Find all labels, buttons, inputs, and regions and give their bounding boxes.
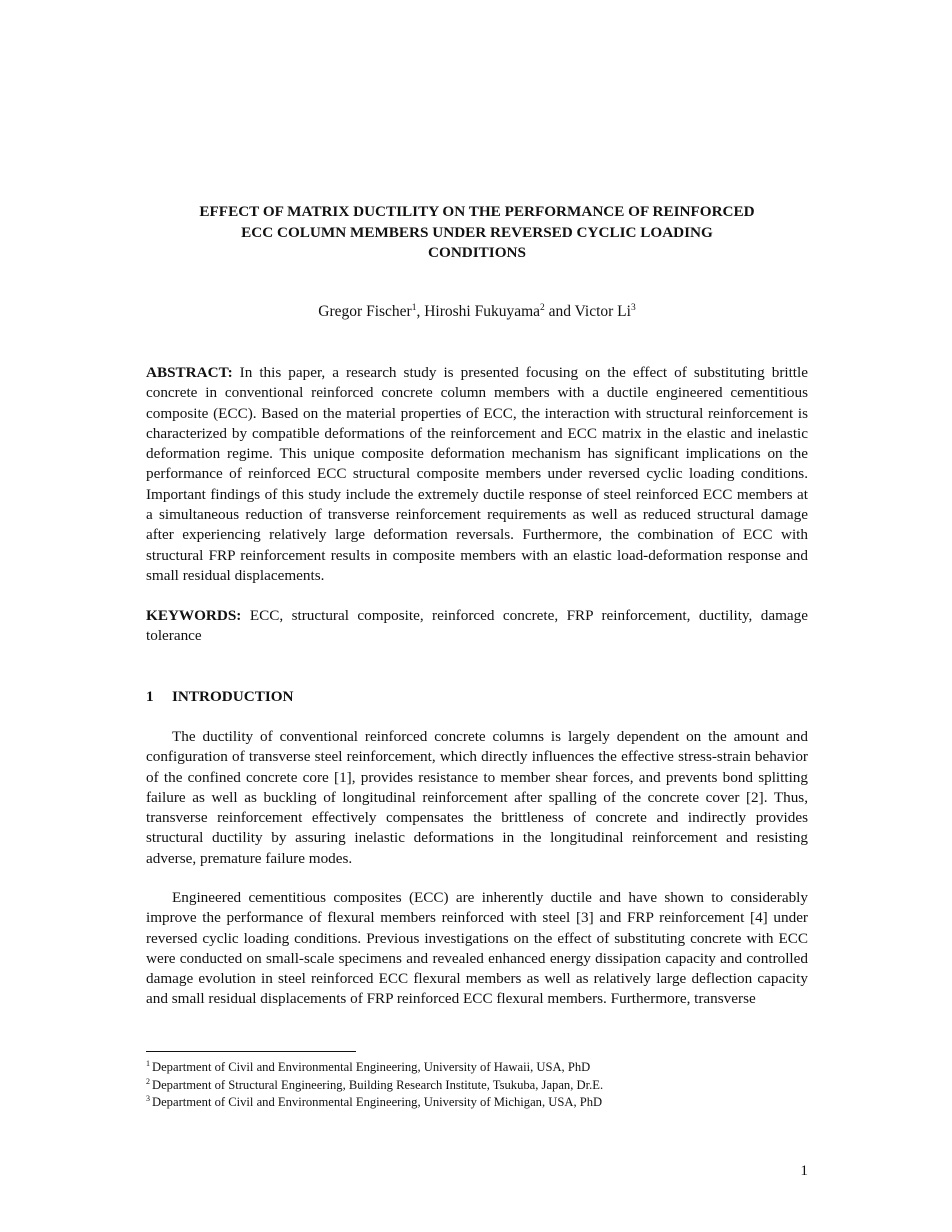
section-number: 1 (146, 688, 154, 705)
title-line: ECC COLUMN MEMBERS UNDER REVERSED CYCLIC LOADING (241, 223, 713, 241)
body-paragraph: The ductility of conventional reinforced concrete columns is largely dependent on the amount and configuration of transverse steel reinforcement, which directly influences the effective stress-strain behavior of the confined concrete core [1], provides resistance to member shear forces, and prevents bond splitting failure as well as buckling of longitudinal reinforcement after spalling of the concrete cover [2]. Thus, transverse reinforcement effectively compensates the brittleness of concrete and indirectly provides structural ductility by assuring inelastic deformations in the longitudinal reinforcement and resisting adverse, premature failure modes. (146, 728, 808, 867)
author-affiliation-mark: 3 (630, 303, 636, 313)
keywords-text: ECC, structural composite, reinforced concrete, FRP reinforcement, ductility, damage tolerance (146, 607, 808, 645)
title-line: CONDITIONS (428, 244, 526, 261)
author-name: Hiroshi Fukuyama (424, 303, 541, 320)
page-number: 1 (800, 1162, 808, 1179)
author-affiliation-mark: 2 (540, 303, 545, 313)
footnote-mark: 2 (146, 1076, 150, 1086)
footnote-divider (146, 1051, 356, 1052)
author-affiliation-mark: 1 (411, 303, 417, 313)
footnote-text: Department of Structural Engineering, Building Research Institute, Tsukuba, Japan, Dr.E. (152, 1077, 604, 1092)
title-line: EFFECT OF MATRIX DUCTILITY ON THE PERFORMANCE OF REINFORCED (199, 203, 755, 220)
footnote-text: Department of Civil and Environmental Engineering, University of Hawaii, USA, PhD (152, 1060, 591, 1074)
author-name: Gregor Fischer (318, 303, 412, 320)
footnote (146, 1094, 808, 1112)
author-list (146, 302, 808, 322)
footnote (146, 1077, 808, 1095)
abstract-text: In this paper, a research study is presented focusing on the effect of substituting brittle concrete in conventional reinforced concrete column members with a ductile engineered cementitious composite (ECC). Based on the material properties of ECC, the interaction with structural reinforcement is characterized by compatible deformations of the reinforcement and ECC matrix in the elastic and inelastic deformation regime. This unique composite deformation mechanism has significant implications on the performance of reinforced ECC structural composite members under reversed cyclic loading conditions. Important findings of this study include the extremely ductile response of steel reinforced ECC members at a simultaneous reduction of transverse reinforcement requirements as well as reduced structural damage after experiencing relatively large deformation reversals. Furthermore, the combination of ECC with structural FRP reinforcement results in composite members with an elastic load-deformation response and small residual displacements. (146, 364, 808, 584)
abstract (146, 363, 808, 586)
section-title: INTRODUCTION (172, 688, 294, 705)
body-paragraph: Engineered cementitious composites (ECC) are inherently ductile and have shown to considerably improve the performance of flexural members reinforced with steel [3] and FRP reinforcement [4] under reversed cyclic loading conditions. Previous investigations on the effect of substituting concrete with ECC were conducted on small-scale specimens and revealed enhanced energy dissipation capacity and controlled damage evolution in steel reinforced ECC flexural members as well as relatively large deflection capacity and small residual displacements of FRP reinforced ECC flexural members. Furthermore, transverse (146, 889, 808, 1008)
footnote-text: Department of Civil and Environmental Engineering, University of Michigan, USA, PhD (152, 1095, 603, 1109)
footnote-mark: 1 (146, 1059, 150, 1068)
abstract-label: ABSTRACT: (146, 364, 233, 381)
keywords (146, 606, 808, 647)
footnote-mark: 3 (146, 1094, 150, 1103)
footnote (146, 1059, 808, 1077)
footnotes (146, 1059, 808, 1112)
author-name: Victor Li (574, 303, 631, 320)
keywords-label: KEYWORDS: (146, 607, 242, 624)
section-heading (146, 687, 294, 707)
author-separator: , (416, 303, 425, 320)
author-separator: and (544, 303, 575, 320)
paper-title (146, 202, 808, 264)
